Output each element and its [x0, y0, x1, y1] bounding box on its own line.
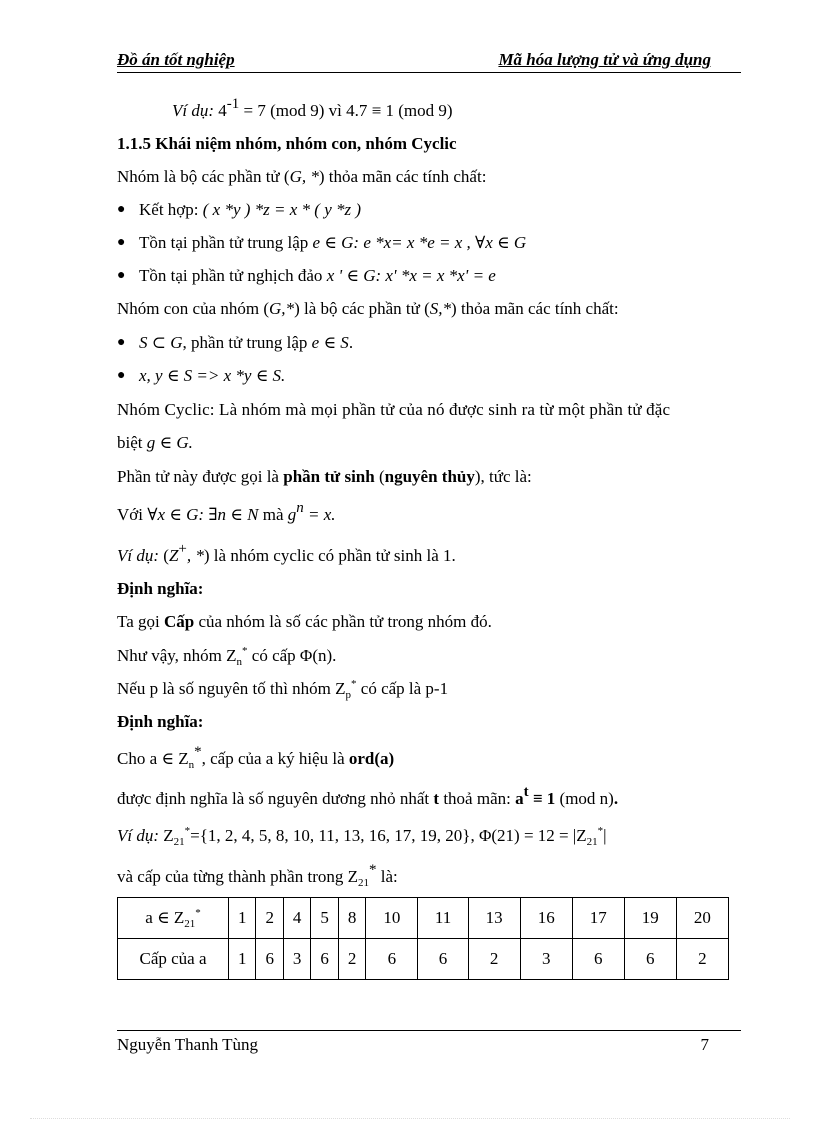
order-definition: Ta gọi Cấp của nhóm là số các phần tử trong nhóm đó.: [117, 612, 492, 631]
bullet-icon: ●: [117, 268, 126, 283]
table-cell-element: 2: [256, 898, 283, 939]
table-cell-order: 1: [229, 939, 256, 980]
table-header-element: a ∈ $Z_{21}^*$: [118, 898, 229, 939]
table-row-orders: [118, 939, 729, 980]
table-cell-order: 6: [624, 939, 676, 980]
header-right: Mã hóa lượng tử và ứng dụng: [498, 50, 711, 69]
table-cell-element: 1: [229, 898, 256, 939]
order-zp: Nếu p là số nguyên tố thì nhóm $Z_p^*$ có cấp là p-1: [117, 678, 449, 701]
order-zn: Như vậy, nhóm $Z_n^*$ có cấp Φ(n).: [117, 645, 337, 668]
order-table: [117, 897, 729, 980]
table-cell-order: 6: [256, 939, 283, 980]
table-cell-element: 19: [624, 898, 676, 939]
table-cell-element: 11: [418, 898, 468, 939]
ord-condition: được định nghĩa là số nguyên dương nhỏ nhất t thoả mãn: at ≡ 1 (mod n).: [117, 784, 619, 808]
table-cell-element: 13: [468, 898, 520, 939]
example-z21: Ví dụ: $Z_{21}^*=\{1$, 2, 4, 5, 8, 10, 11, 13, 16, 17, 19, 20}, $\Phi(21) = 12 = |Z_{21}^*|$: [117, 825, 607, 848]
example-inverse: Ví dụ: 4-1 = 7 (mod 9) vì 4.7 ≡ 1 (mod 9): [172, 96, 453, 120]
subgroup-definition: Nhóm con của nhóm (G,*) là bộ các phần tử (S,*) thỏa mãn các tính chất:: [117, 299, 619, 318]
table-header-order: Cấp của a: [118, 939, 229, 980]
example-cyclic: Ví dụ: (Z+, *) là nhóm cyclic có phần tử sinh là 1.: [117, 541, 456, 565]
definition-title-2: Định nghĩa:: [117, 712, 204, 731]
bullet-icon: ●: [117, 235, 126, 250]
table-cell-order: 3: [283, 939, 310, 980]
table-cell-order: 2: [468, 939, 520, 980]
bullet-icon: ●: [117, 335, 126, 350]
cyclic-definition-line1: Nhóm Cyclic: Là nhóm mà mọi phần tử của nó được sinh ra từ một phần tử đặc: [117, 400, 671, 419]
footer-author: Nguyễn Thanh Tùng: [117, 1035, 259, 1054]
bullet-icon: ●: [117, 368, 126, 383]
table-cell-element: 20: [676, 898, 728, 939]
table-cell-order: 6: [572, 939, 624, 980]
definition-title-1: Định nghĩa:: [117, 579, 204, 598]
generator-formula: Với ∀x ∈ G: ∃n ∈ N mà gn = x.: [117, 500, 336, 524]
table-cell-order: 3: [520, 939, 572, 980]
table-cell-element: 10: [366, 898, 418, 939]
section-title: 1.1.5 Khái niệm nhóm, nhóm con, nhóm Cyclic: [117, 134, 457, 153]
table-cell-element: 17: [572, 898, 624, 939]
group-definition: Nhóm là bộ các phần tử (G, *) thỏa mãn các tính chất:: [117, 167, 487, 186]
table-cell-element: 8: [338, 898, 365, 939]
table-intro: và cấp của từng thành phần trong $Z_{21}^*$ là:: [117, 862, 398, 889]
table-cell-order: 2: [676, 939, 728, 980]
table-cell-order: 6: [311, 939, 338, 980]
table-cell-order: 2: [338, 939, 365, 980]
cyclic-definition-line2: biệt g ∈ G.: [117, 433, 193, 452]
table-cell-element: 5: [311, 898, 338, 939]
footer-page-number: 7: [700, 1035, 709, 1054]
table-row-elements: [118, 898, 729, 939]
page-header: [117, 48, 741, 73]
table-cell-order: 6: [366, 939, 418, 980]
page-bottom-rule: [30, 1118, 790, 1119]
table-cell-element: 4: [283, 898, 310, 939]
table-cell-order: 6: [418, 939, 468, 980]
header-left: Đồ án tốt nghiệp: [117, 50, 235, 69]
table-cell-element: 16: [520, 898, 572, 939]
page-footer: [117, 1030, 741, 1054]
bullet-icon: ●: [117, 202, 126, 217]
ord-definition: Cho a ∈ $Z_n^*$, cấp của a ký hiệu là ord(a): [117, 744, 395, 771]
generator-definition: Phần tử này được gọi là phần tử sinh (nguyên thủy), tức là:: [117, 467, 532, 486]
